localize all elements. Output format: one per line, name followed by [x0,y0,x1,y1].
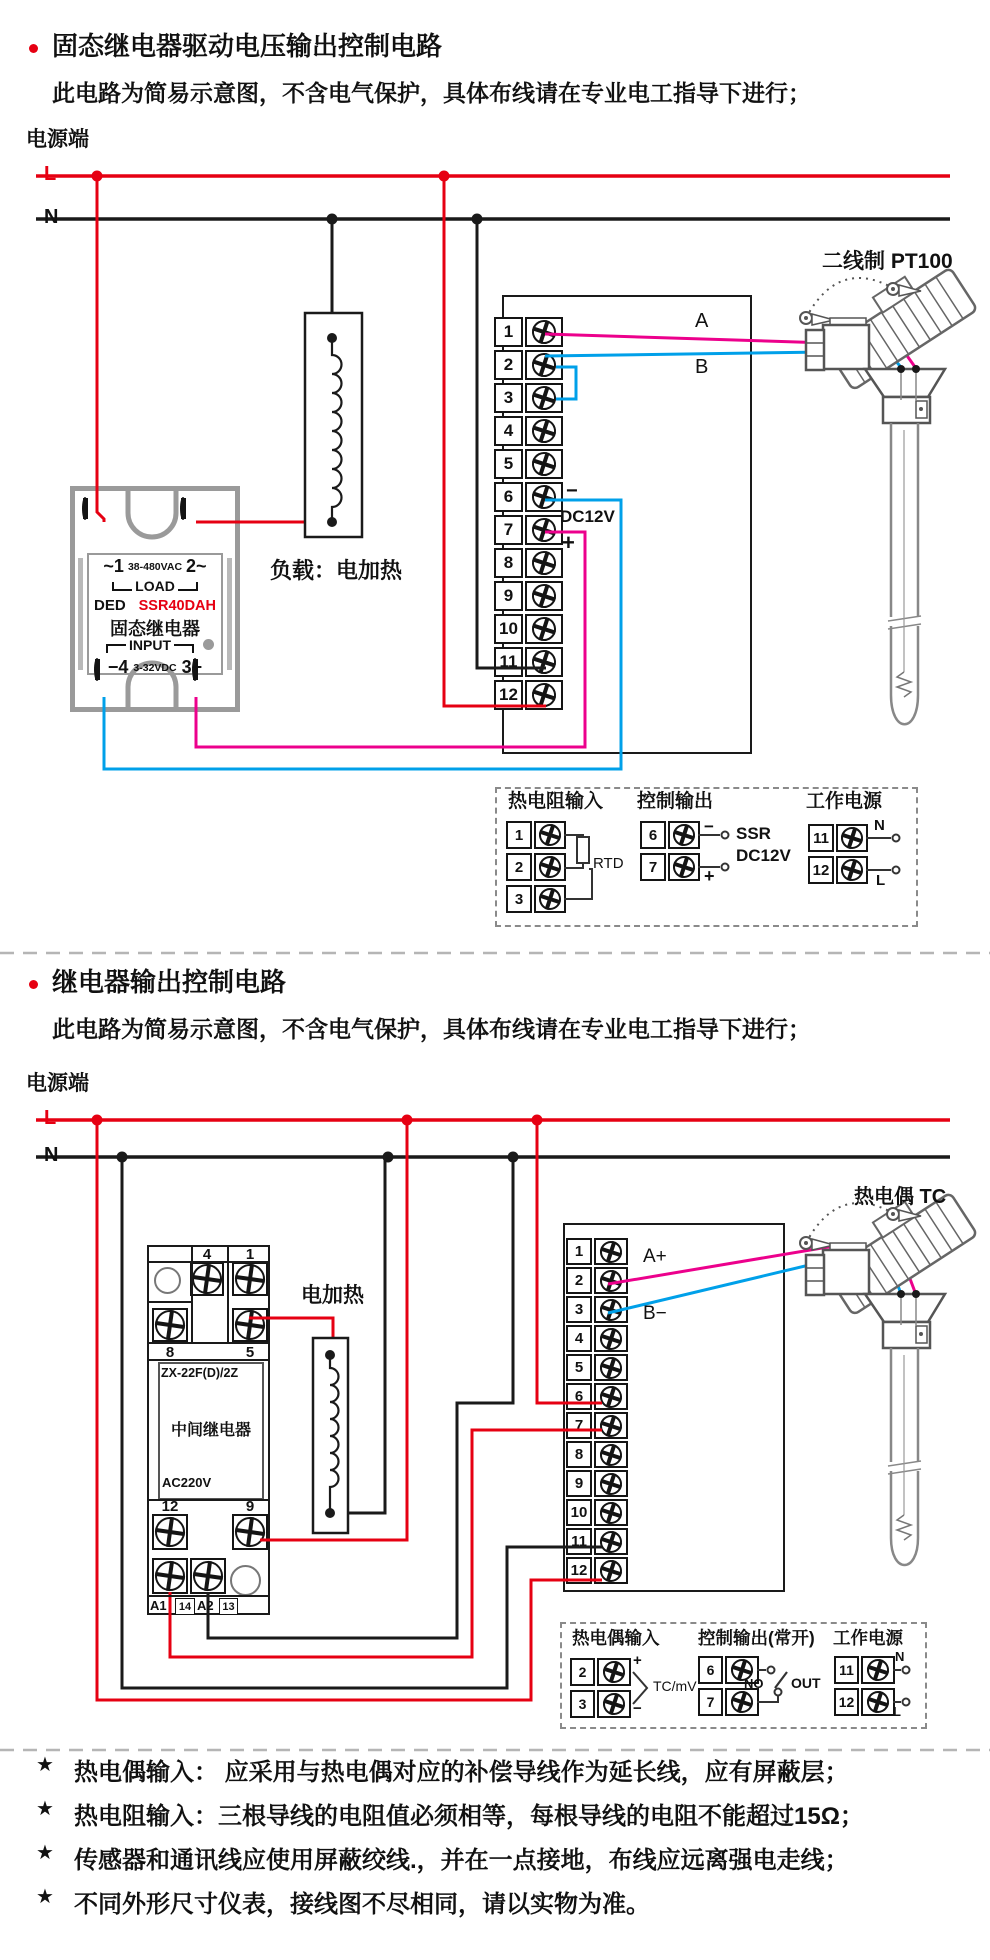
screw-icon [838,824,866,852]
relay-screwbox-a2 [190,1558,226,1594]
terminal-screw [594,1383,628,1410]
terminal-screw [836,824,868,852]
ssr-screw-1 [82,497,88,520]
terminal-screw [594,1557,628,1584]
terminal-number: 4 [566,1325,592,1352]
ssr-ac-2: 2~ [186,556,207,576]
bullet-icon [29,44,38,53]
wire-b-label-1: B [695,356,709,378]
terminal-number: 3 [506,885,532,913]
screw-icon [597,1528,625,1556]
star-icon: ★ [36,1886,54,1908]
screw-icon [597,1296,625,1324]
terminal-row [566,1383,628,1410]
terminal-number: 2 [570,1658,595,1686]
line-n-label-2: N [44,1144,59,1166]
wire-b-label-2: B− [643,1303,667,1324]
terminal-screw [525,647,563,677]
star-icon: ★ [36,1842,54,1864]
terminal-row [494,317,563,347]
legend1-dc12v-label: DC12V [736,846,791,865]
ssr-input-label: INPUT [129,637,171,653]
ssr-dc-plus: 3+ [181,657,203,677]
terminal-row [834,1656,895,1684]
section2-title: 继电器输出控制电路 [52,967,287,997]
terminal-row [566,1238,628,1265]
terminal-row [808,824,868,852]
relay-model: ZX-22F(D)/2Z [161,1366,239,1380]
no-label: NO [744,1676,764,1691]
terminal-row [698,1688,759,1716]
terminal-strip-1 [494,317,563,710]
bracket-icon [178,582,198,591]
tcmv-label: TC/mV [653,1678,697,1694]
terminal-number: 1 [494,317,523,347]
relay-13-label: 13 [219,1598,238,1615]
terminal-number: 3 [566,1296,592,1323]
terminal-row [566,1354,628,1381]
relay-a2-label: A2 [197,1598,214,1613]
terminal-number: 11 [566,1528,592,1555]
load-label-1: 负载：电加热 [270,558,403,583]
terminal-row [570,1690,631,1718]
wire-a-label-2: A+ [643,1246,667,1267]
terminal-number: 12 [566,1557,592,1584]
screw-icon [670,853,698,881]
star-icon: ★ [36,1754,54,1776]
legend1-plus: + [704,866,715,886]
terminal-row [566,1412,628,1439]
terminal-number: 7 [494,515,523,545]
legend1-output-title: 控制输出 [637,791,714,812]
ssr-dc-minus: −4 [107,657,129,677]
relay-14-label: 14 [175,1598,195,1615]
terminal-screw [534,885,566,913]
terminal-row [566,1557,628,1584]
terminal-row [506,853,566,881]
terminal-number: 10 [494,614,523,644]
bracket-icon [174,644,194,653]
legend2-power-terminals [834,1656,895,1716]
terminal-screw [594,1528,628,1555]
ssr-ac-1: ~1 [103,556,124,576]
legend1-n: N [874,817,885,834]
terminal-number: 5 [494,449,523,479]
relay-screwbox-a1 [152,1558,188,1594]
bracket-icon [106,644,126,653]
ssr-slot-right [227,558,232,670]
ssr-screw-2 [180,497,186,520]
relay-pin1-label: 1 [245,1246,255,1263]
relay-hole-bottom [230,1565,261,1596]
note-text: 不同外形尺寸仪表，接线图不尽相同，请以实物为准。 [74,1891,650,1918]
terminal-number: 6 [698,1656,723,1684]
note-text: 热电偶输入： 应采用与热电偶对应的补偿导线作为延长线，应有屏蔽层； [74,1759,849,1786]
screw-icon [536,821,564,849]
legend2-plus: + [633,1652,642,1669]
screw-icon [191,1559,225,1593]
ssr-line5 [90,637,210,653]
line-n-label-1: N [44,206,59,228]
ssr-line1 [90,556,220,577]
terminal-row [494,614,563,644]
terminal-strip-2 [566,1238,628,1584]
terminal-number: 6 [640,821,666,849]
terminal-number: 6 [494,482,523,512]
note-text: 热电阻输入：三根导线的电阻值必须相等，每根导线的电阻不能超过15Ω； [74,1803,864,1830]
terminal-screw [525,515,563,545]
terminal-row [494,647,563,677]
screw-icon [597,1499,625,1527]
legend1-rtd-title: 热电阻输入 [508,791,604,812]
wire-a-label-1: A [695,310,709,332]
terminal-screw [525,548,563,578]
terminal-row [494,581,563,611]
screw-icon [597,1383,625,1411]
terminal-screw [594,1354,628,1381]
terminal-screw [594,1325,628,1352]
relay-screwbox-1 [232,1262,268,1296]
screw-icon [153,1559,187,1593]
legend2-power-title: 工作电源 [833,1628,903,1648]
terminal-number: 9 [494,581,523,611]
legend1-l: L [876,872,886,889]
terminal-number: 2 [494,350,523,380]
terminal-number: 12 [834,1688,859,1716]
ssr-brand: DED [94,597,126,614]
dc-plus-label: + [562,530,575,555]
terminal-row [566,1296,628,1323]
legend1-rtd-terminals [506,821,566,913]
screw-icon [597,1354,625,1382]
terminal-number: 6 [566,1383,592,1410]
screw-icon [153,1308,187,1342]
relay-hole-top [154,1267,181,1294]
terminal-screw [594,1499,628,1526]
relay-screwbox-8 [152,1308,188,1342]
terminal-number: 9 [566,1470,592,1497]
terminal-screw [594,1441,628,1468]
screw-icon [597,1325,625,1353]
legend2-l: L [893,1704,901,1719]
terminal-screw [836,856,868,884]
relay-pin5-label: 5 [245,1344,255,1361]
power-terminal-label-2: 电源端 [26,1072,89,1095]
note-item [36,1796,864,1830]
terminal-row [494,515,563,545]
screw-icon [838,856,866,884]
terminal-screw [594,1267,628,1294]
relay-pin9-label: 9 [245,1498,255,1515]
ssr-load-label: LOAD [135,578,175,594]
terminal-row [570,1658,631,1686]
terminal-row [506,821,566,849]
ssr-line6 [88,657,222,678]
screw-icon [529,581,559,611]
line-l-label-2: L [44,1107,57,1129]
ssr-line3 [94,597,216,614]
screw-icon [153,1515,187,1549]
section2-subtitle: 此电路为简易示意图，不含电气保护，具体布线请在专业电工指导下进行； [52,1016,811,1042]
terminal-number: 2 [566,1267,592,1294]
terminal-row [566,1499,628,1526]
note-item [36,1884,864,1918]
ssr-line4: 固态继电器 [110,619,200,639]
relay-pin4-label: 4 [202,1246,212,1263]
screw-icon [529,680,559,710]
screw-icon [190,1262,224,1296]
relay-screwbox-12 [152,1514,188,1550]
screw-icon [600,1658,628,1686]
terminal-row [494,680,563,710]
terminal-screw [525,614,563,644]
terminal-screw [525,317,563,347]
relay-name: 中间继电器 [170,1422,251,1439]
tc-label: 热电偶 TC [854,1186,947,1208]
terminal-number: 7 [566,1412,592,1439]
terminal-row [834,1688,895,1716]
terminal-screw [525,416,563,446]
relay-screwbox-5 [232,1308,268,1342]
screw-icon [536,885,564,913]
screw-icon [529,515,559,545]
legend2-tc-title: 热电偶输入 [572,1628,660,1648]
screw-icon [864,1656,892,1684]
relay-a1-label: A1 [150,1598,167,1613]
screw-icon [864,1688,892,1716]
ssr-dc-range: 3-32VDC [133,661,177,674]
terminal-screw [534,853,566,881]
pt100-label: 二线制 PT100 [822,250,953,273]
ssr-line2 [90,578,220,594]
line-l-label-1: L [44,163,57,185]
terminal-screw [525,350,563,380]
terminal-row [566,1325,628,1352]
terminal-number: 8 [494,548,523,578]
terminal-screw [597,1658,631,1686]
screw-icon [597,1238,625,1266]
screw-icon [600,1690,628,1718]
terminal-number: 11 [834,1656,859,1684]
dc12v-label: DC12V [560,507,615,526]
terminal-number: 3 [570,1690,595,1718]
relay-screwbox-4 [190,1262,224,1296]
terminal-row [494,548,563,578]
screw-icon [597,1441,625,1469]
terminal-number: 3 [494,383,523,413]
screw-icon [529,416,559,446]
terminal-screw [594,1238,628,1265]
screw-icon [233,1308,267,1342]
rtd-label: RTD [593,855,624,872]
terminal-row [494,482,563,512]
terminal-row [566,1528,628,1555]
ssr-ac-range: 38-480VAC [127,560,183,573]
terminal-number: 7 [640,853,666,881]
terminal-screw [597,1690,631,1718]
relay-pin12-label: 12 [161,1498,179,1515]
screw-icon [529,614,559,644]
ssr-indicator-dot [203,639,214,650]
relay-screwbox-9 [232,1514,268,1550]
legend2-n: N [895,1649,905,1664]
terminal-screw [594,1412,628,1439]
screw-icon [529,548,559,578]
terminal-number: 12 [494,680,523,710]
terminal-number: 8 [566,1441,592,1468]
relay-voltage: AC220V [162,1475,212,1490]
legend1-power-terminals [808,824,868,884]
bracket-icon [112,582,132,591]
screw-icon [529,317,559,347]
terminal-number: 5 [566,1354,592,1381]
terminal-row [566,1267,628,1294]
terminal-row [566,1470,628,1497]
terminal-number: 4 [494,416,523,446]
relay-pin8-label: 8 [165,1344,175,1361]
terminal-row [640,853,700,881]
bullet-icon [29,980,38,989]
terminal-screw [594,1296,628,1323]
load-label-2: 电加热 [301,1284,364,1307]
star-icon: ★ [36,1798,54,1820]
screw-icon [529,449,559,479]
screw-icon [670,821,698,849]
legend1-ssr-label: SSR [736,824,771,843]
terminal-row [494,449,563,479]
terminal-number: 12 [808,856,834,884]
screw-icon [529,482,559,512]
terminal-screw [525,482,563,512]
terminal-screw [861,1688,895,1716]
terminal-screw [594,1470,628,1497]
terminal-row [494,350,563,380]
ssr-model: SSR40DAH [138,597,216,614]
terminal-screw [534,821,566,849]
legend1-minus: − [704,817,714,836]
notes-list [36,1752,864,1918]
legend2-output-title: 控制输出(常开) [698,1628,815,1648]
screw-icon [728,1688,756,1716]
terminal-number: 1 [506,821,532,849]
terminal-number: 2 [506,853,532,881]
section1-subtitle: 此电路为简易示意图，不含电气保护，具体布线请在专业电工指导下进行； [52,80,811,106]
screw-icon [536,853,564,881]
terminal-screw [525,449,563,479]
terminal-number: 11 [808,824,834,852]
screw-icon [233,1262,267,1296]
section1-title: 固态继电器驱动电压输出控制电路 [52,31,443,61]
out-label: OUT [791,1675,821,1691]
screw-icon [597,1557,625,1585]
terminal-row [808,856,868,884]
terminal-row [640,821,700,849]
screw-icon [597,1267,625,1295]
ssr-slot-left [78,558,83,670]
legend2-minus: − [633,1700,642,1717]
screw-icon [529,647,559,677]
terminal-number: 10 [566,1499,592,1526]
terminal-number: 1 [566,1238,592,1265]
screw-icon [233,1515,267,1549]
dc-minus-label: − [566,480,578,502]
legend2-tc-terminals [570,1658,631,1718]
terminal-screw [525,680,563,710]
terminal-screw [525,383,563,413]
terminal-row [566,1441,628,1468]
terminal-screw [525,581,563,611]
terminal-row [494,383,563,413]
terminal-row [506,885,566,913]
terminal-screw [861,1656,895,1684]
screw-icon [597,1470,625,1498]
terminal-row [494,416,563,446]
note-item [36,1752,864,1786]
terminal-number: 11 [494,647,523,677]
terminal-number: 7 [698,1688,723,1716]
terminal-screw [668,821,700,849]
terminal-screw [668,853,700,881]
note-item [36,1840,864,1874]
note-text: 传感器和通讯线应使用屏蔽绞线.，并在一点接地，布线应远离强电走线； [74,1847,849,1874]
screw-icon [597,1412,625,1440]
legend1-output-terminals [640,821,700,881]
power-terminal-label-1: 电源端 [26,128,89,151]
screw-icon [529,350,559,380]
terminal-screw [725,1688,759,1716]
screw-icon [529,383,559,413]
legend1-power-title: 工作电源 [806,791,883,812]
